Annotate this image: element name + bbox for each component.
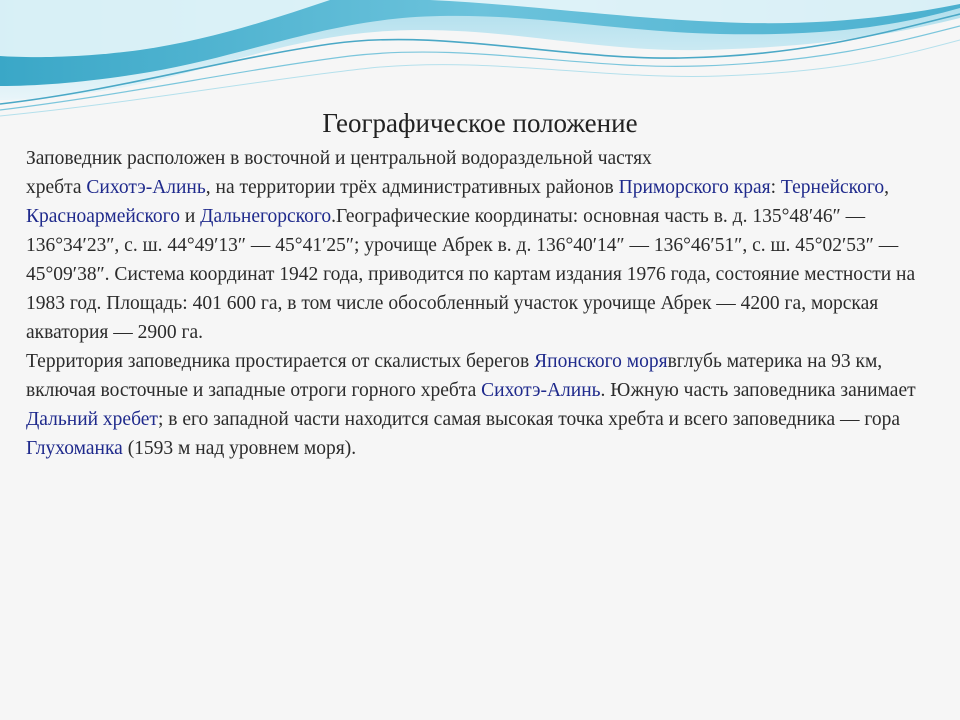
- text-segment: хребта: [26, 177, 87, 198]
- paragraph-territory: [26, 347, 936, 463]
- link-dalny-ridge[interactable]: Дальний хребет: [26, 409, 158, 430]
- text-segment: .Географические координаты: основная часть в. д. 135°48′46″ — 136°34′23″, с. ш. 44°49′13″ — 45°41′25″; урочище Абрек в. д. 136°40′14″ — 136°46′51″, с. ш. 45°02′53″ — 45°09′38″. Система координат 1942 года, приводится по картам издания 1976 года, состояние местности на 1983 год. Площадь: 401 600 га, в том числе обособленный участок урочище Абрек — 4200 га, морская акватория — 2900 га.: [26, 206, 916, 343]
- paragraph-location: [26, 144, 936, 347]
- text-segment: вглубь материка на 93 км, включая восточные и западные отроги горного хребта: [26, 351, 883, 401]
- text-segment: . Южную часть заповедника занимает: [600, 380, 916, 401]
- link-glukhomanka[interactable]: Глухоманка: [26, 438, 123, 459]
- text-segment: Заповедник расположен в восточной и центральной водораздельной частях: [26, 148, 652, 169]
- text-segment: и: [179, 206, 201, 227]
- link-sikhote-alin-2[interactable]: Сихотэ-Алинь: [481, 380, 601, 401]
- text-segment: , на территории трёх административных районов: [205, 177, 619, 198]
- slide-body: [26, 144, 936, 463]
- link-sea-of-japan[interactable]: Японского моря: [534, 351, 668, 372]
- link-krasnoarmeysky[interactable]: Красноармейского: [26, 206, 180, 227]
- text-segment: ; в его западной части находится самая высокая точка хребта и всего заповедника — гора: [157, 409, 901, 430]
- slide-title: Географическое положение: [322, 108, 638, 138]
- link-primorsky-krai[interactable]: Приморского края: [618, 177, 771, 198]
- link-dalnegorsky[interactable]: Дальнегорского: [200, 206, 332, 227]
- link-sikhote-alin[interactable]: Сихотэ-Алинь: [86, 177, 206, 198]
- text-segment: :: [770, 177, 781, 198]
- link-terneysky[interactable]: Тернейского: [780, 177, 885, 198]
- text-segment: (1593 м над уровнем моря).: [122, 438, 357, 459]
- text-segment: ,: [884, 177, 890, 198]
- text-segment: Территория заповедника простирается от скалистых берегов: [26, 351, 535, 372]
